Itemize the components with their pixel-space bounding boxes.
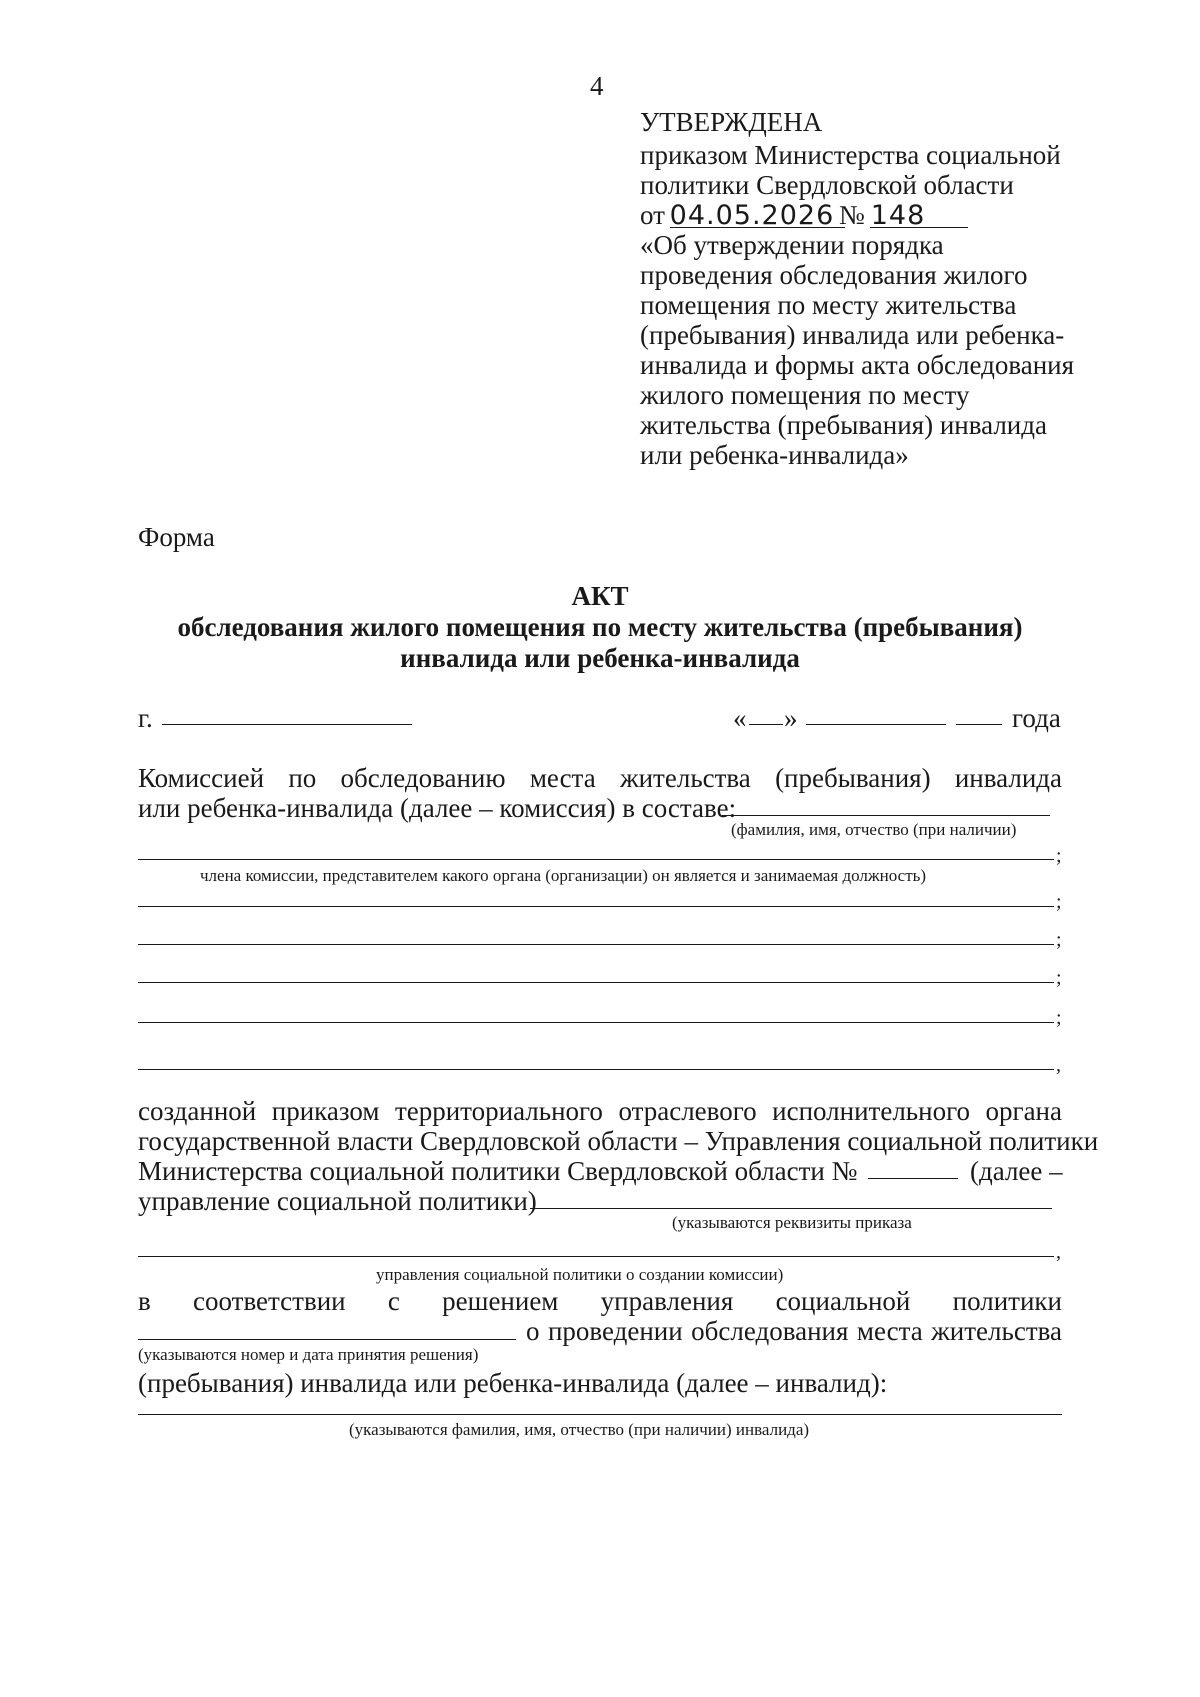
act-title: АКТ bbox=[571, 581, 629, 611]
created-line-tail: (далее – bbox=[970, 1156, 1063, 1186]
commission-line: Комиссией по обследованию места жительства (пребывания) инвалида bbox=[138, 763, 1062, 793]
decision-line: (пребывания) инвалида или ребенка-инвалида (далее – инвалид): bbox=[138, 1368, 888, 1398]
act-subtitle: инвалида или ребенка-инвалида bbox=[400, 643, 800, 673]
form-label: Форма bbox=[138, 522, 215, 552]
created-line: управление социальной политики) bbox=[138, 1186, 537, 1216]
created-line-text: Министерства социальной политики Свердловской области № bbox=[138, 1156, 858, 1186]
date-prefix: от bbox=[640, 200, 665, 230]
close-quote: » bbox=[784, 703, 798, 733]
day-field bbox=[749, 724, 783, 725]
semicolon: ; bbox=[1056, 845, 1062, 867]
field-caption: (указываются номер и дата принятия решения) bbox=[138, 1345, 479, 1364]
order-number-field bbox=[868, 1178, 958, 1179]
approval-block bbox=[640, 106, 1074, 469]
approval-title-line: или ребенка-инвалида» bbox=[640, 440, 909, 470]
city-prefix: г. bbox=[138, 703, 153, 733]
commission-member-field bbox=[138, 1069, 1054, 1070]
commission-member-field bbox=[138, 982, 1054, 983]
act-subtitle: обследования жилого помещения по месту жительства (пребывания) bbox=[177, 612, 1023, 642]
disabled-person-field bbox=[138, 1414, 1062, 1415]
approval-title-line: проведения обследования жилого bbox=[640, 260, 1028, 290]
field-caption: члена комиссии, представителем какого органа (организации) он является и занимаемая должность) bbox=[200, 866, 927, 885]
approval-title-line: (пребывания) инвалида или ребенка- bbox=[640, 320, 1065, 350]
open-quote: « bbox=[733, 703, 747, 733]
city-field bbox=[162, 724, 412, 725]
order-details-field bbox=[138, 1256, 1054, 1257]
field-caption: (указываются реквизиты приказа bbox=[672, 1213, 912, 1232]
commission-member-field bbox=[138, 944, 1054, 945]
commission-member-field bbox=[138, 1022, 1054, 1023]
approval-title-line: инвалида и формы акта обследования bbox=[640, 350, 1075, 380]
decision-line: в соответствии с решением управления социальной политики bbox=[138, 1286, 1062, 1316]
decision-field bbox=[138, 1339, 516, 1340]
created-line bbox=[138, 1155, 1058, 1187]
number-prefix: № bbox=[838, 200, 865, 230]
order-details-field bbox=[530, 1208, 1052, 1209]
commission-member-field bbox=[138, 859, 1054, 860]
handwritten-date: 04.05.2026 bbox=[669, 200, 835, 231]
approval-heading: УТВЕРЖДЕНА bbox=[640, 107, 823, 137]
year-word: года bbox=[1012, 703, 1061, 733]
approval-title-line: жилого помещения по месту bbox=[640, 380, 970, 410]
commission-member-field bbox=[138, 906, 1054, 907]
date-underline bbox=[670, 227, 845, 228]
semicolon: ; bbox=[1056, 1007, 1062, 1029]
month-field bbox=[806, 724, 946, 725]
created-line: созданной приказом территориального отраслевого исполнительного органа bbox=[138, 1096, 1062, 1126]
handwritten-number: 148 bbox=[870, 200, 926, 231]
approval-title-line: помещения по месту жительства bbox=[640, 290, 1017, 320]
number-underline bbox=[870, 227, 968, 228]
decision-line: о проведении обследования места жительства bbox=[526, 1316, 1062, 1346]
comma: , bbox=[1056, 1054, 1061, 1076]
field-caption: управления социальной политики о создании комиссии) bbox=[376, 1265, 784, 1284]
field-caption: (указываются фамилия, имя, отчество (при наличии) инвалида) bbox=[349, 1420, 810, 1439]
approval-line: политики Свердловской области bbox=[640, 170, 1014, 200]
comma: , bbox=[1056, 1241, 1061, 1263]
approval-line: приказом Министерства социальной bbox=[640, 140, 1061, 170]
page-number: 4 bbox=[590, 71, 604, 101]
created-line: государственной власти Свердловской области – Управления социальной политики bbox=[138, 1126, 1099, 1156]
field-caption: (фамилия, имя, отчество (при наличии) bbox=[731, 820, 1017, 839]
approval-date-row bbox=[640, 199, 1074, 229]
year-field bbox=[956, 724, 1002, 725]
semicolon: ; bbox=[1056, 967, 1062, 989]
semicolon: ; bbox=[1056, 929, 1062, 951]
approval-title-line: жительства (пребывания) инвалида bbox=[640, 410, 1047, 440]
semicolon: ; bbox=[1056, 891, 1062, 913]
approval-title-line: «Об утверждении порядка bbox=[640, 230, 944, 260]
commission-line: или ребенка-инвалида (далее – комиссия) в составе: bbox=[138, 793, 737, 823]
commission-member-field bbox=[722, 815, 1050, 816]
